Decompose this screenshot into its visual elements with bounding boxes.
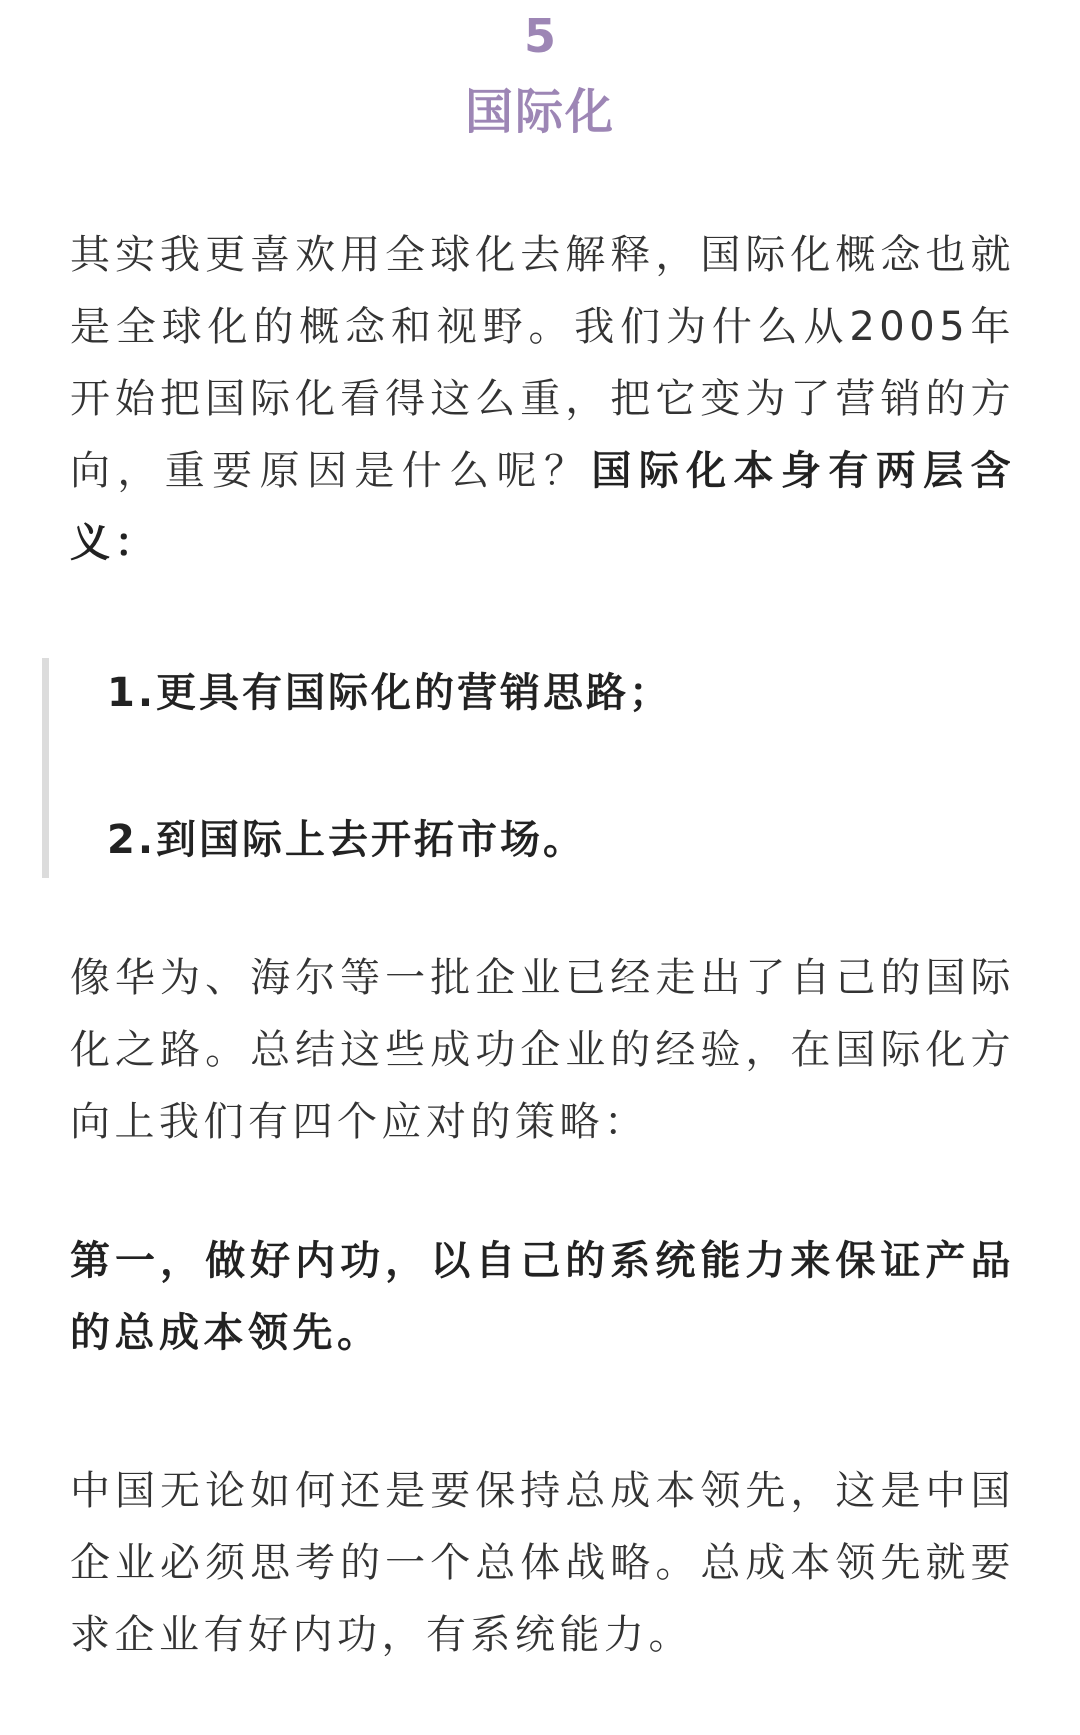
paragraph-examples: 像华为、海尔等一批企业已经走出了自己的国际化之路。总结这些成功企业的经验，在国际化方向上我们有四个应对的策略： xyxy=(70,955,1015,1145)
paragraph-cost-leadership: 中国无论如何还是要保持总成本领先，这是中国企业必须思考的一个总体战略。总成本领先就要求企业有好内功，有系统能力。 xyxy=(70,1468,1015,1658)
paragraph-intro-bold: 国际化本身有两层含义： xyxy=(70,448,1016,566)
blockquote xyxy=(42,658,1009,878)
paragraph-intro xyxy=(70,219,1015,579)
quote-item-2: 2.到国际上去开拓市场。 xyxy=(107,817,587,863)
paragraph-intro-text: 其实我更喜欢用全球化去解释，国际化概念也就是全球化的概念和视野。我们为什么从2005年开始把国际化看得这么重，把它变为了营销的方向，重要原因是什么呢？ xyxy=(70,232,1015,494)
quote-item-1: 1.更具有国际化的营销思路； xyxy=(107,670,673,716)
paragraph-strategy-one: 第一，做好内功，以自己的系统能力来保证产品的总成本领先。 xyxy=(70,1238,1015,1356)
section-number: 5 xyxy=(523,9,556,63)
section-title: 国际化 xyxy=(464,84,615,140)
